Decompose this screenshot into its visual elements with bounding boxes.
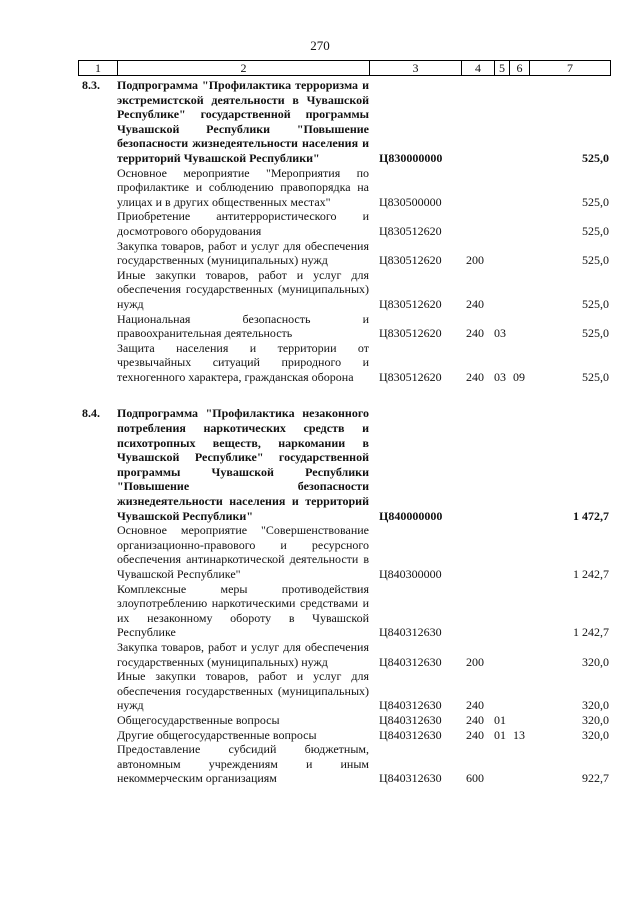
expense-type: 240 (466, 712, 484, 727)
amount: 1 242,7 (573, 567, 609, 581)
col-header-1: 1 (79, 61, 118, 76)
expense-type: 240 (466, 727, 484, 742)
target-article-code: Ц840000000 (379, 508, 443, 523)
row-description: Закупка товаров, работ и услуг для обеспечения государственных (муниципальных) нужд (117, 639, 369, 669)
table-row (78, 523, 611, 581)
col-header-6: 6 (510, 61, 530, 76)
section-code: 03 (494, 369, 506, 384)
row-description: Национальная безопасность и правоохранительная деятельность (117, 311, 369, 341)
col-header-7: 7 (530, 61, 611, 76)
table-row (78, 742, 611, 786)
expense-type: 200 (466, 654, 484, 669)
target-article-code: Ц840312630 (379, 727, 442, 742)
budget-table-body (78, 78, 611, 786)
amount: 320,0 (582, 727, 609, 742)
amount: 320,0 (582, 698, 609, 713)
table-row (78, 268, 611, 312)
amount: 1 242,7 (573, 625, 609, 640)
expense-type: 240 (466, 369, 484, 384)
table-row (78, 78, 611, 166)
row-number: 8.4. (82, 406, 100, 421)
col-header-5: 5 (495, 61, 510, 76)
table-row (78, 341, 611, 385)
row-description: Общегосударственные вопросы (117, 712, 280, 727)
section-code: 01 (494, 712, 506, 727)
row-description: Иные закупки товаров, работ и услуг для обеспечения государственных (муниципальных) нужд (117, 267, 369, 311)
amount: 525,0 (582, 253, 609, 268)
expense-type: 240 (466, 296, 484, 311)
row-description: Основное мероприятие "Мероприятия по профилактике и соблюдению правопорядка на улицах и в других общественных местах" (117, 165, 369, 209)
section-code: 01 (494, 727, 506, 742)
row-description: Иные закупки товаров, работ и услуг для обеспечения государственных (муниципальных) нужд (117, 669, 369, 713)
target-article-code: Ц830512620 (379, 223, 442, 238)
target-article-code: Ц830500000 (379, 194, 442, 209)
subsection-code: 13 (513, 727, 525, 742)
col-header-2: 2 (118, 61, 370, 76)
table-row (78, 582, 611, 640)
target-article-code: Ц840300000 (379, 567, 442, 581)
row-description: Подпрограмма "Профилактика терроризма и экстремистской деятельности в Чувашской Республике" государственной программы Чувашской Республики "Повышение безопасности жизнедеятельности населения и территорий Чувашской Республики" (117, 78, 369, 165)
table-row (78, 640, 611, 669)
row-description: Основное мероприятие "Совершенствование организационно-правового и ресурсного обеспечения антинаркотической деятельности в Чувашской Республике" (117, 523, 369, 581)
col-header-4: 4 (462, 61, 495, 76)
row-description: Предоставление субсидий бюджетным, автономным учреждениям и иным некоммерческим организациям (117, 742, 369, 786)
column-header-row (78, 60, 611, 76)
row-description: Приобретение антитеррористического и досмотрового оборудования (117, 209, 369, 238)
expense-type: 240 (466, 326, 484, 341)
amount: 525,0 (582, 296, 609, 311)
target-article-code: Ц840312630 (379, 625, 442, 640)
target-article-code: Ц840312630 (379, 654, 442, 669)
target-article-code: Ц830512620 (379, 326, 442, 341)
target-article-code: Ц840312630 (379, 712, 442, 727)
amount: 525,0 (582, 369, 609, 384)
subsection-code: 09 (513, 369, 525, 384)
col-header-3: 3 (370, 61, 462, 76)
table-row (78, 728, 611, 743)
expense-type: 600 (466, 771, 484, 786)
row-description: Другие общегосударственные вопросы (117, 727, 317, 742)
row-description: Подпрограмма "Профилактика незаконного потребления наркотических средств и психотропных веществ, наркомании в Чувашской Республике" государственной программы Чувашской Республики "Повышение безопасности жизнедеятельности населения и территорий Чувашской Республики" (117, 406, 369, 523)
amount: 525,0 (582, 194, 609, 209)
expense-type: 240 (466, 698, 484, 713)
table-row (78, 166, 611, 210)
amount: 922,7 (582, 771, 609, 786)
table-row (78, 713, 611, 728)
amount: 320,0 (582, 654, 609, 669)
amount: 1 472,7 (573, 508, 609, 523)
expense-type: 200 (466, 253, 484, 268)
table-row (78, 406, 611, 523)
table-row (78, 312, 611, 341)
table-row (78, 209, 611, 238)
amount: 525,0 (582, 326, 609, 341)
target-article-code: Ц830512620 (379, 369, 442, 384)
target-article-code: Ц830512620 (379, 253, 442, 268)
page-number: 270 (310, 38, 330, 53)
row-description: Комплексные меры противодействия злоупотреблению наркотическими средствами и их незаконному обороту в Чувашской Республике (117, 581, 369, 640)
amount: 320,0 (582, 712, 609, 727)
section-spacer (78, 384, 611, 406)
row-description: Защита населения и территории от чрезвычайных ситуаций природного и техногенного характера, гражданская оборона (117, 340, 369, 384)
target-article-code: Ц840312630 (379, 771, 442, 786)
table-row (78, 239, 611, 268)
section-code: 03 (494, 326, 506, 341)
amount: 525,0 (582, 223, 609, 238)
target-article-code: Ц830512620 (379, 296, 442, 311)
amount: 525,0 (582, 150, 609, 165)
target-article-code: Ц840312630 (379, 698, 442, 713)
table-row (78, 669, 611, 713)
row-number: 8.3. (82, 78, 100, 92)
target-article-code: Ц830000000 (379, 150, 443, 165)
row-description: Закупка товаров, работ и услуг для обеспечения государственных (муниципальных) нужд (117, 238, 369, 268)
